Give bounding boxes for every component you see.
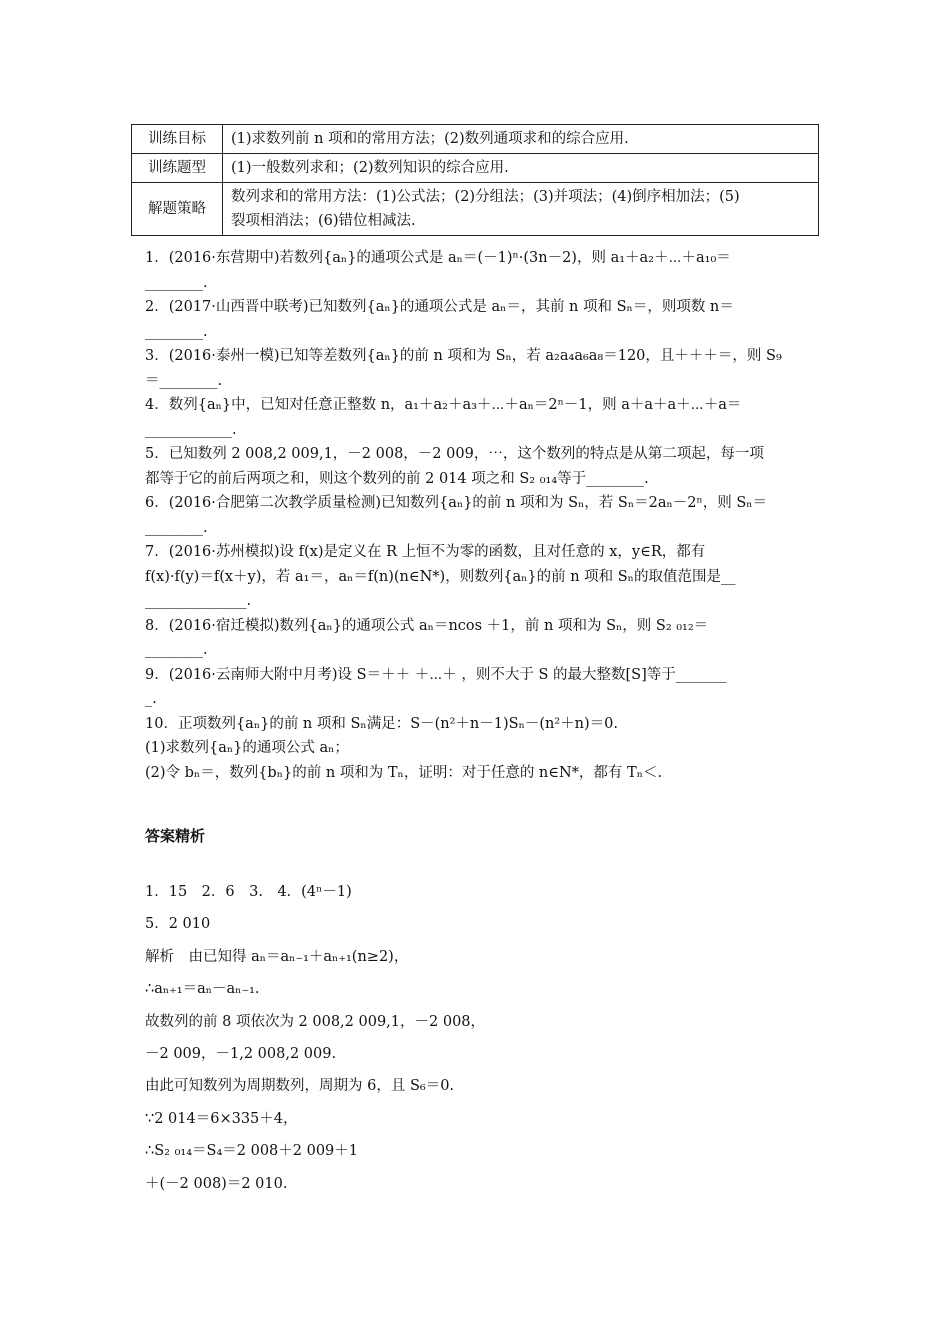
answer-blank: ____________. [145,421,237,438]
answer-line: ∵2 014＝6×335＋4， [145,1110,298,1127]
table-value: (1)一般数列求和；(2)数列知识的综合应用. [223,154,819,183]
problem-line: (2)令 bₙ＝，数列{bₙ}的前 n 项和为 Tₙ，证明：对于任意的 n∈N*，都有 Tₙ＜. [145,764,663,781]
answer-line: 故数列的前 8 项依次为 2 008,2 009,1，－2 008， [145,1013,486,1030]
answer-blank: ________. [145,519,208,536]
problem-line: 10．正项数列{aₙ}的前 n 项和 Sₙ满足：S－(n²＋n－1)Sₙ－(n²＋n)＝0. [145,715,618,732]
training-info-table [131,124,819,236]
answer-line: －2 009，－1,2 008,2 009. [145,1046,337,1063]
problem-line: (1)求数列{aₙ}的通项公式 aₙ； [145,740,349,756]
problem-line: 3．(2016·泰州一模)已知等差数列{aₙ}的前 n 项和为 Sₙ，若 a₂a₄a₆a₈＝120，且＋＋＋＝，则 S₉ [145,348,782,364]
answer-line: ∴aₙ₊₁＝aₙ－aₙ₋₁. [145,981,260,998]
problem-line: 1．(2016·东营期中)若数列{aₙ}的通项公式是 aₙ＝(－1)ⁿ·(3n－2)，则 a₁＋a₂＋⋯＋a₁₀＝ [145,250,731,266]
answer-blank: ________. [145,274,208,291]
problem-line: 都等于它的前后两项之和，则这个数列的前 2 014 项之和 S₂ ₀₁₄等于________. [145,470,649,487]
table-key: 解题策略 [132,183,223,236]
answer-line: 1．15 2．6 3. 4．(4ⁿ－1) [145,884,352,900]
table-row [132,154,819,183]
answer-blank: ________. [145,642,208,658]
problem-line: 8．(2016·宿迁模拟)数列{aₙ}的通项公式 aₙ＝ncos ＋1，前 n 项和为 Sₙ，则 S₂ ₀₁₂＝ [145,617,709,634]
answer-list [145,876,810,1200]
table-key: 训练题型 [132,154,223,183]
problem-line: f(x)·f(y)＝f(x＋y)，若 a₁＝，aₙ＝f(n)(n∈N*)，则数列{aₙ}的前 n 项和 Sₙ的取值范围是__ [145,568,736,585]
table-value-line: 裂项相消法；(6)错位相减法. [231,213,416,229]
answer-line: 由此可知数列为周期数列，周期为 6，且 S₆＝0. [145,1078,455,1095]
problem-list [145,246,810,785]
answer-line: ＋(－2 008)＝2 010. [145,1175,288,1192]
table-row [132,125,819,154]
table-row [132,183,819,236]
answer-blank: ________. [145,323,208,340]
answer-line: 解析 由已知得 aₙ＝aₙ₋₁＋aₙ₊₁(n≥2)， [145,948,409,965]
problem-line: 2．(2017·山西晋中联考)已知数列{aₙ}的通项公式是 aₙ＝，其前 n 项和 Sₙ＝，则项数 n＝ [145,299,734,315]
answer-line: ∴S₂ ₀₁₄＝S₄＝2 008＋2 009＋1 [145,1143,359,1160]
problem-line: 9．(2016·云南师大附中月考)设 S＝＋＋ ＋⋯＋ ，则不大于 S 的最大整数[S]等于_______ [145,666,727,683]
answer-blank: ______________. [145,593,252,609]
answer-blank: ＝________. [145,372,223,389]
answer-blank: _. [145,691,157,707]
table-key: 训练目标 [132,125,223,154]
problem-line: 7．(2016·苏州模拟)设 f(x)是定义在 R 上恒不为零的函数，且对任意的 x，y∈R，都有 [145,544,706,560]
problem-line: 6．(2016·合肥第二次教学质量检测)已知数列{aₙ}的前 n 项和为 Sₙ，若 Sₙ＝2aₙ－2ⁿ，则 Sₙ＝ [145,495,768,511]
problem-line: 4．数列{aₙ}中，已知对任意正整数 n，a₁＋a₂＋a₃＋⋯＋aₙ＝2ⁿ－1，则 a＋a＋a＋⋯＋a＝ [145,397,742,413]
problem-line: 5．已知数列 2 008,2 009,1，－2 008，－2 009，⋯，这个数列的特点是从第二项起，每一项 [145,446,764,462]
table-value [223,183,819,236]
table-value: (1)求数列前 n 项和的常用方法；(2)数列通项求和的综合应用. [223,125,819,154]
table-value-line: 数列求和的常用方法：(1)公式法；(2)分组法；(3)并项法；(4)倒序相加法；(5) [231,189,740,205]
answers-heading: 答案精析 [145,827,206,845]
answer-line: 5．2 010 [145,916,211,933]
